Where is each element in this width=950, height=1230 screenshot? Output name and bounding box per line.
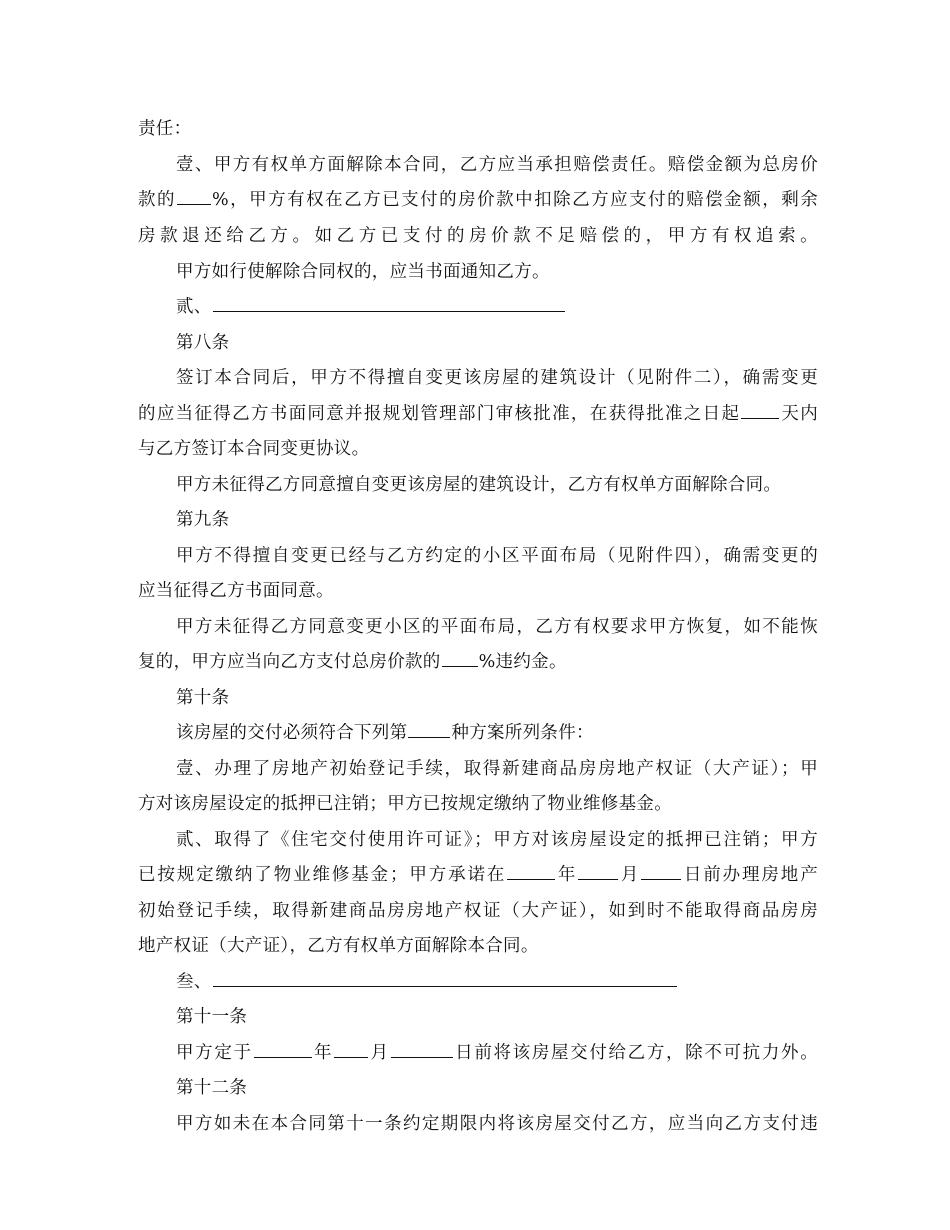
text-line: 甲方未征得乙方同意擅自变更该房屋的建筑设计，乙方有权单方面解除合同。: [176, 475, 782, 495]
text-line: 甲方如行使解除合同权的，应当书面通知乙方。: [176, 262, 550, 282]
fill-blank: [408, 717, 450, 738]
text-line: 地产权证（大产证），乙方有权单方面解除本合同。: [138, 936, 539, 956]
fill-blank: [741, 398, 779, 419]
article-heading: 第九条: [176, 510, 230, 530]
text-line: 叁、: [176, 966, 818, 998]
text-line: 责任：: [138, 119, 192, 139]
text-line: 壹、甲方有权单方面解除本合同，乙方应当承担赔偿责任。赔偿金额为总房价: [176, 155, 818, 175]
text-line: 方对该房屋设定的抵押已注销；甲方已按规定缴纳了物业维修基金。: [138, 794, 672, 814]
text-line: 壹、办理了房地产初始登记手续，取得新建商品房房地产权证（大产证）；甲: [176, 759, 818, 779]
fill-blank: [334, 1037, 368, 1058]
text-line: 已按规定缴纳了物业维修基金；甲方承诺在 年 月 日前办理房地产: [138, 859, 818, 891]
text-line: 甲方如未在本合同第十一条约定期限内将该房屋交付乙方，应当向乙方支付违: [176, 1114, 818, 1134]
article-heading: 第十条: [176, 688, 230, 708]
fill-blank: [213, 966, 677, 987]
text-line: 甲方定于 年 月 日前将该房屋交付给乙方，除不可抗力外。: [176, 1037, 818, 1069]
fill-blank: [507, 859, 555, 880]
text-line: 贰、取得了《住宅交付使用许可证》；甲方对该房屋设定的抵押已注销；甲方: [176, 830, 818, 850]
fill-blank: [442, 646, 478, 667]
text-line: 甲方不得擅自变更已经与乙方约定的小区平面布局（见附件四），确需变更的: [176, 546, 818, 566]
text-line: 应当征得乙方书面同意。: [138, 581, 334, 601]
text-line: 初始登记手续，取得新建商品房房地产权证（大产证），如到时不能取得商品房房: [138, 901, 818, 921]
text-line: 甲方未征得乙方同意变更小区的平面布局，乙方有权要求甲方恢复，如不能恢: [176, 617, 818, 637]
article-heading: 第八条: [176, 333, 230, 353]
text-line: 款的 %，甲方有权在乙方已支付的房价款中扣除乙方应支付的赔偿金额，剩余: [138, 184, 818, 216]
article-heading: 第十二条: [176, 1078, 248, 1098]
text-line: 与乙方签订本合同变更协议。: [138, 439, 370, 459]
fill-blank: [391, 1037, 453, 1058]
fill-blank: [578, 859, 618, 880]
text-line: 的应当征得乙方书面同意并报规划管理部门审核批准，在获得批准之日起 天内: [138, 398, 818, 430]
text-line: 签订本合同后，甲方不得擅自变更该房屋的建筑设计（见附件二），确需变更: [176, 368, 818, 388]
article-heading: 第十一条: [176, 1007, 248, 1027]
text-line: 贰、: [176, 291, 818, 323]
fill-blank: [254, 1037, 312, 1058]
fill-blank: [641, 859, 681, 880]
text-line: 房款退还给乙方。如乙方已支付的房价款不足赔偿的，甲方有权追索。: [138, 226, 818, 246]
text-line: 复的，甲方应当向乙方支付总房价款的 %违约金。: [138, 646, 818, 678]
fill-blank: [177, 184, 211, 205]
fill-blank: [213, 291, 565, 312]
text-line: 该房屋的交付必须符合下列第 种方案所列条件：: [176, 717, 818, 749]
